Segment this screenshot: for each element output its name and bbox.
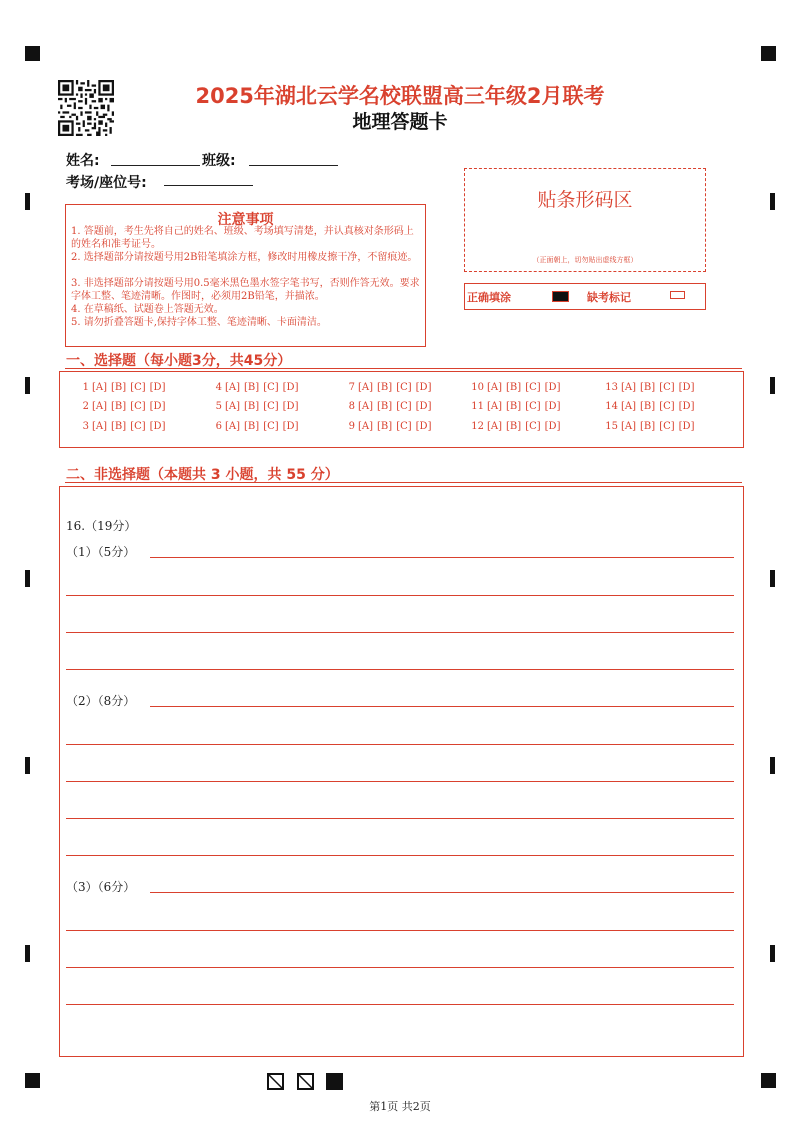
choice-bubble[interactable]: [B] xyxy=(111,421,127,432)
choice-bubble[interactable]: [D] xyxy=(544,382,561,393)
choice-question-10 xyxy=(471,382,564,393)
timing-mark xyxy=(25,570,30,587)
choice-bubble[interactable]: [C] xyxy=(396,401,412,412)
class-field[interactable] xyxy=(249,165,338,166)
answer-line[interactable] xyxy=(66,744,734,745)
choice-bubble[interactable]: [C] xyxy=(525,401,541,412)
timing-mark xyxy=(25,377,30,394)
notice-item: 4. 在草稿纸、试题卷上答题无效。 xyxy=(71,304,224,315)
choice-bubble[interactable]: [D] xyxy=(678,401,695,412)
timing-mark xyxy=(25,757,30,774)
question-16-label: 16.（19分） xyxy=(66,519,137,533)
choice-question-13 xyxy=(605,382,698,393)
seat-field[interactable] xyxy=(164,185,253,186)
page-mark-solid xyxy=(326,1073,343,1090)
notice-item: 2. 选择题部分请按题号用2B铅笔填涂方框，修改时用橡皮擦干净，不留痕迹。 xyxy=(71,252,418,263)
class-label: 班级: xyxy=(202,153,236,169)
question-number: 11 xyxy=(471,401,484,412)
part-2-label: （2）（8分） xyxy=(66,694,136,708)
choice-bubble[interactable]: [C] xyxy=(659,382,675,393)
choice-bubble[interactable]: [C] xyxy=(396,421,412,432)
choice-bubble[interactable]: [C] xyxy=(130,421,146,432)
notice-item: 5. 请勿折叠答题卡,保持字体工整、笔迹清晰、卡面清洁。 xyxy=(71,317,327,328)
choice-question-11 xyxy=(471,401,564,412)
answer-line[interactable] xyxy=(66,1004,734,1005)
choice-bubble[interactable]: [B] xyxy=(377,421,393,432)
answer-line[interactable] xyxy=(66,781,734,782)
question-number: 8 xyxy=(348,401,355,412)
registration-mark-top-left xyxy=(25,46,40,61)
question-number: 9 xyxy=(348,421,355,432)
choice-bubble[interactable]: [B] xyxy=(640,382,656,393)
choice-question-6 xyxy=(209,421,302,432)
choice-bubble[interactable]: [D] xyxy=(282,382,299,393)
section-heading: 二、非选择题（本题共 3 小题，共 55 分） xyxy=(66,467,339,483)
choice-bubble[interactable]: [B] xyxy=(506,382,522,393)
question-number: 14 xyxy=(605,401,618,412)
choice-question-5 xyxy=(209,401,302,412)
choice-bubble[interactable]: [B] xyxy=(244,382,260,393)
choice-question-7 xyxy=(342,382,435,393)
registration-mark-top-right xyxy=(761,46,776,61)
choice-bubble[interactable]: [C] xyxy=(396,382,412,393)
question-number: 3 xyxy=(82,421,89,432)
choice-bubble[interactable]: [A] xyxy=(358,421,374,432)
choice-bubble[interactable]: [A] xyxy=(92,401,108,412)
choice-bubble[interactable]: [A] xyxy=(358,401,374,412)
notice-item: 1. 答题前，考生先将自己的姓名、班级、考场填写清楚，并认真核对条形码上的姓名和准考证号。 xyxy=(71,226,414,250)
fill-legend xyxy=(464,283,706,310)
choice-bubble[interactable]: [C] xyxy=(263,401,279,412)
timing-mark xyxy=(25,945,30,962)
answer-line[interactable] xyxy=(66,930,734,931)
choice-question-2 xyxy=(76,401,169,412)
choice-bubble[interactable]: [C] xyxy=(263,421,279,432)
part-3-label: （3）（6分） xyxy=(66,880,136,894)
exam-subtitle: 地理答题卡 xyxy=(352,111,448,133)
choice-bubble[interactable]: [B] xyxy=(640,401,656,412)
choice-bubble[interactable]: [D] xyxy=(678,382,695,393)
choice-bubble[interactable]: [D] xyxy=(415,382,432,393)
question-number: 7 xyxy=(348,382,355,393)
barcode-label: 贴条形码区 xyxy=(537,189,633,211)
timing-mark xyxy=(770,377,775,394)
choice-bubble[interactable]: [A] xyxy=(487,382,503,393)
divider xyxy=(65,482,742,483)
exam-title: 2025年湖北云学名校联盟高三年级2月联考 xyxy=(195,84,605,108)
answer-line[interactable] xyxy=(150,557,734,558)
choice-bubble[interactable]: [A] xyxy=(225,421,241,432)
correct-fill-label: 正确填涂 xyxy=(467,291,511,304)
absent-mark-checkbox[interactable] xyxy=(670,291,685,299)
choice-bubble[interactable]: [A] xyxy=(487,421,503,432)
timing-mark xyxy=(770,945,775,962)
choice-question-15 xyxy=(605,421,698,432)
choice-bubble[interactable]: [A] xyxy=(92,382,108,393)
choice-bubble[interactable]: [B] xyxy=(506,401,522,412)
correct-fill-sample xyxy=(552,291,569,302)
choice-bubble[interactable]: [D] xyxy=(678,421,695,432)
choice-bubble[interactable]: [B] xyxy=(111,382,127,393)
question-number: 4 xyxy=(215,382,222,393)
name-label: 姓名: xyxy=(66,153,100,169)
answer-line[interactable] xyxy=(66,818,734,819)
choice-bubble[interactable]: [D] xyxy=(415,401,432,412)
question-number: 6 xyxy=(215,421,222,432)
barcode-area[interactable] xyxy=(464,168,706,272)
choice-bubble[interactable]: [B] xyxy=(244,421,260,432)
choice-bubble[interactable]: [A] xyxy=(225,382,241,393)
barcode-hint: （正面朝上，切勿贴出虚线方框） xyxy=(532,256,638,264)
choice-bubble[interactable]: [C] xyxy=(263,382,279,393)
choice-bubble[interactable]: [B] xyxy=(244,401,260,412)
registration-mark-bottom-left xyxy=(25,1073,40,1088)
choice-bubble[interactable]: [A] xyxy=(487,401,503,412)
choice-bubble[interactable]: [C] xyxy=(525,382,541,393)
question-number: 2 xyxy=(82,401,89,412)
choice-bubble[interactable]: [A] xyxy=(92,421,108,432)
choice-question-12 xyxy=(471,421,564,432)
choice-bubble[interactable]: [D] xyxy=(149,421,166,432)
choice-bubble[interactable]: [D] xyxy=(149,401,166,412)
question-number: 10 xyxy=(471,382,484,393)
section-heading: 一、选择题（每小题3分，共45分） xyxy=(66,353,292,369)
timing-mark xyxy=(770,757,775,774)
choice-bubble[interactable]: [B] xyxy=(640,421,656,432)
choice-bubble[interactable]: [A] xyxy=(358,382,374,393)
name-field[interactable] xyxy=(111,165,200,166)
answer-line[interactable] xyxy=(66,595,734,596)
absent-mark-label: 缺考标记 xyxy=(587,291,631,304)
choice-bubble[interactable]: [D] xyxy=(544,421,561,432)
choice-bubble[interactable]: [A] xyxy=(225,401,241,412)
answer-line[interactable] xyxy=(150,706,734,707)
choice-bubble[interactable]: [D] xyxy=(282,421,299,432)
choice-bubble[interactable]: [A] xyxy=(621,401,637,412)
part-1-label: （1）（5分） xyxy=(66,545,136,559)
choice-bubble[interactable]: [B] xyxy=(377,401,393,412)
answer-line[interactable] xyxy=(150,892,734,893)
timing-mark xyxy=(770,570,775,587)
choice-bubble[interactable]: [C] xyxy=(525,421,541,432)
answer-line[interactable] xyxy=(66,669,734,670)
choice-bubble[interactable]: [D] xyxy=(415,421,432,432)
answer-line[interactable] xyxy=(66,855,734,856)
choice-bubble[interactable]: [B] xyxy=(377,382,393,393)
choice-bubble[interactable]: [B] xyxy=(506,421,522,432)
choice-bubble[interactable]: [A] xyxy=(621,421,637,432)
choice-bubble[interactable]: [D] xyxy=(282,401,299,412)
choice-question-4 xyxy=(209,382,302,393)
question-number: 12 xyxy=(471,421,484,432)
notice-title: 注意事项 xyxy=(217,212,274,228)
page-number: 第1页 共2页 xyxy=(369,1100,431,1113)
choice-question-8 xyxy=(342,401,435,412)
notice-item: 3. 非选择题部分请按题号用0.5毫米黑色墨水签字笔书写，否则作答无效。要求字体工整、笔迹清晰。作图时，必须用2B铅笔，并描浓。 xyxy=(71,278,420,302)
question-number: 15 xyxy=(605,421,618,432)
question-number: 1 xyxy=(82,382,89,393)
answer-line[interactable] xyxy=(66,632,734,633)
divider xyxy=(65,368,742,369)
answer-area xyxy=(59,486,744,1057)
choice-question-3 xyxy=(76,421,169,432)
choice-bubble[interactable]: [D] xyxy=(544,401,561,412)
choice-question-14 xyxy=(605,401,698,412)
choice-question-9 xyxy=(342,421,435,432)
page-mark-icon xyxy=(267,1073,284,1090)
choice-bubble[interactable]: [B] xyxy=(111,401,127,412)
notice-box xyxy=(65,204,426,347)
registration-mark-bottom-right xyxy=(761,1073,776,1088)
choice-bubble[interactable]: [C] xyxy=(130,401,146,412)
question-number: 13 xyxy=(605,382,618,393)
choice-bubble[interactable]: [C] xyxy=(659,401,675,412)
choice-bubble[interactable]: [C] xyxy=(130,382,146,393)
timing-mark xyxy=(25,193,30,210)
page-mark-icon xyxy=(297,1073,314,1090)
timing-mark xyxy=(770,193,775,210)
choice-bubble[interactable]: [D] xyxy=(149,382,166,393)
choice-bubble[interactable]: [C] xyxy=(659,421,675,432)
choice-question-1 xyxy=(76,382,169,393)
answer-line[interactable] xyxy=(66,967,734,968)
choice-bubble[interactable]: [A] xyxy=(621,382,637,393)
question-number: 5 xyxy=(215,401,222,412)
seat-label: 考场/座位号: xyxy=(66,175,147,191)
